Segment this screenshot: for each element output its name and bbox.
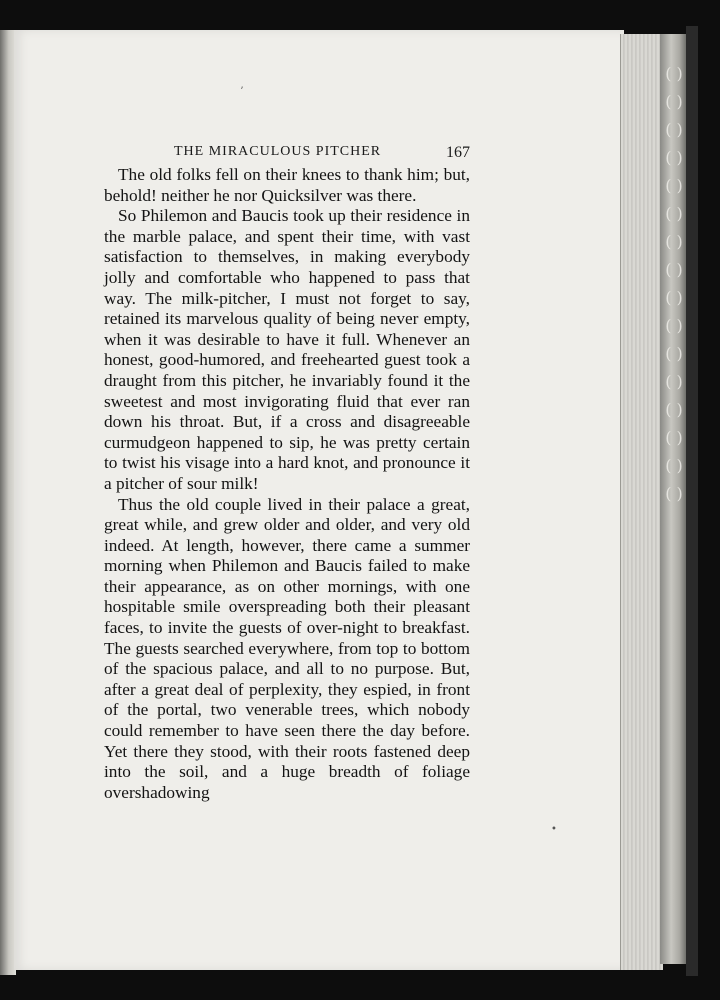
cover-shadow (686, 26, 698, 976)
paragraph: So Philemon and Baucis took up their residence in the marble palace, and spent their time, with vast satisfaction to themselves, in making everybody jolly and comfortable who happened to pass that way. The milk-pitcher, I must not forget to say, retained its marvelous quality of being never empty, when it was desirable to have it full. Whenever an honest, good-humored, and freehearted guest took a draught from this pitcher, he invariably found it the sweetest and most invigorating fluid that ever ran down his throat. But, if a cross and disagreeable curmudgeon happened to sip, he was pretty certain to twist his visage into a hard knot, and pronounce it a pitcher of sour milk! (104, 206, 470, 493)
page-speck: • (551, 824, 557, 835)
marbled-edge-pattern: ( ) ( ) ( ) ( ) ( ) ( ) ( ) ( ) ( ) ( ) ( ) ( ) ( ) ( ) ( ) ( ) (665, 64, 683, 503)
running-title: THE MIRACULOUS PITCHER (174, 144, 382, 159)
page-speck: ʼ (240, 86, 244, 97)
body-text (104, 165, 470, 803)
paragraph: The old folks fell on their knees to thank him; but, behold! neither he nor Quicksilver was there. (104, 165, 470, 205)
page-number: 167 (446, 144, 470, 161)
page-stack-edge (620, 34, 663, 970)
paragraph: Thus the old couple lived in their palace a great, great while, and grew older and older, and very old indeed. At length, however, there came a summer morning when Philemon and Baucis failed to make their appearance, as on other mornings, with one hospitable smile overspreading both their pleasant faces, to invite the guests of over-night to breakfast. The guests searched everywhere, from top to bottom of the spacious palace, and all to no purpose. But, after a great deal of perplexity, they espied, in front of the portal, two venerable trees, which nobody could remember to have seen there the day before. Yet there they stood, with their roots fastened deep into the soil, and a huge breadth of foliage overshadowing (104, 494, 470, 802)
